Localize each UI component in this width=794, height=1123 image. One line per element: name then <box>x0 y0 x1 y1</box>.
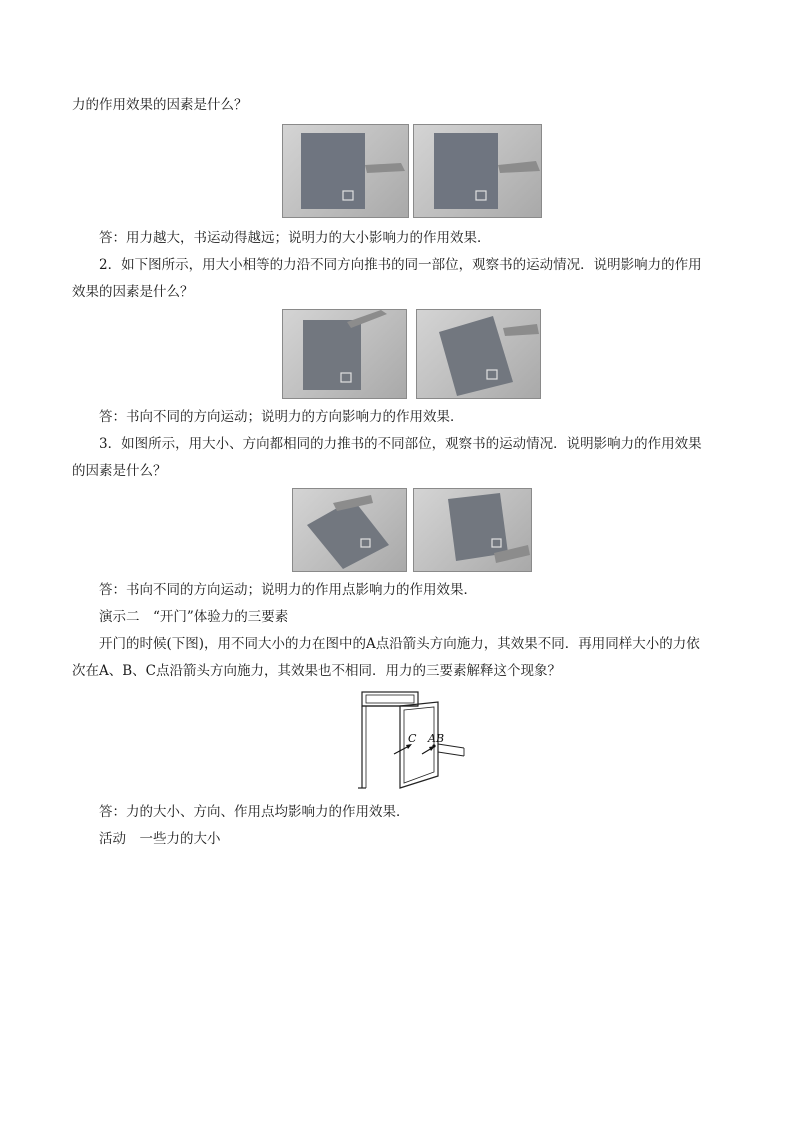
photo-book-push-3a <box>292 488 407 572</box>
answer-1: 答：用力越大，书运动得越远；说明力的大小影响力的作用效果． <box>99 230 491 246</box>
door-diagram <box>346 690 466 790</box>
answer-2: 答：书向不同的方向运动；说明力的方向影响力的作用效果． <box>99 409 464 425</box>
demo-2-para-line-2: 次在A、B、C点沿箭头方向施力，其效果也不相同．用力的三要素解释这个现象？ <box>72 663 561 679</box>
question-3-line-1: 3．如图所示，用大小、方向都相同的力推书的不同部位，观察书的运动情况．说明影响力的作用效果 <box>99 436 702 452</box>
photo-book-push-1b <box>413 124 542 218</box>
answer-4: 答：力的大小、方向、作用点均影响力的作用效果． <box>99 804 410 820</box>
photo-book-push-3b <box>413 488 532 572</box>
photo-book-push-2a <box>282 309 407 399</box>
answer-3: 答：书向不同的方向运动；说明力的作用点影响力的作用效果． <box>99 582 477 598</box>
demo-2-para-line-1: 开门的时候(下图)，用不同大小的力在图中的A点沿箭头方向施力，其效果不同．再用同样大小的力依 <box>99 636 700 652</box>
door-label-a: A <box>428 732 436 745</box>
demo-2-title: 演示二 “开门”体验力的三要素 <box>99 609 289 625</box>
door-label-c: C <box>408 732 417 745</box>
activity-title: 活动 一些力的大小 <box>99 831 221 847</box>
question-1-tail: 力的作用效果的因素是什么？ <box>72 97 248 113</box>
door-label-b: B <box>436 732 445 745</box>
photo-book-push-1a <box>282 124 409 218</box>
question-2-line-2: 效果的因素是什么？ <box>72 284 194 300</box>
question-2-line-1: 2．如下图所示，用大小相等的力沿不同方向推书的同一部位，观察书的运动情况．说明影响力的作用 <box>99 257 702 273</box>
photo-book-push-2b <box>416 309 541 399</box>
question-3-line-2: 的因素是什么？ <box>72 463 167 479</box>
